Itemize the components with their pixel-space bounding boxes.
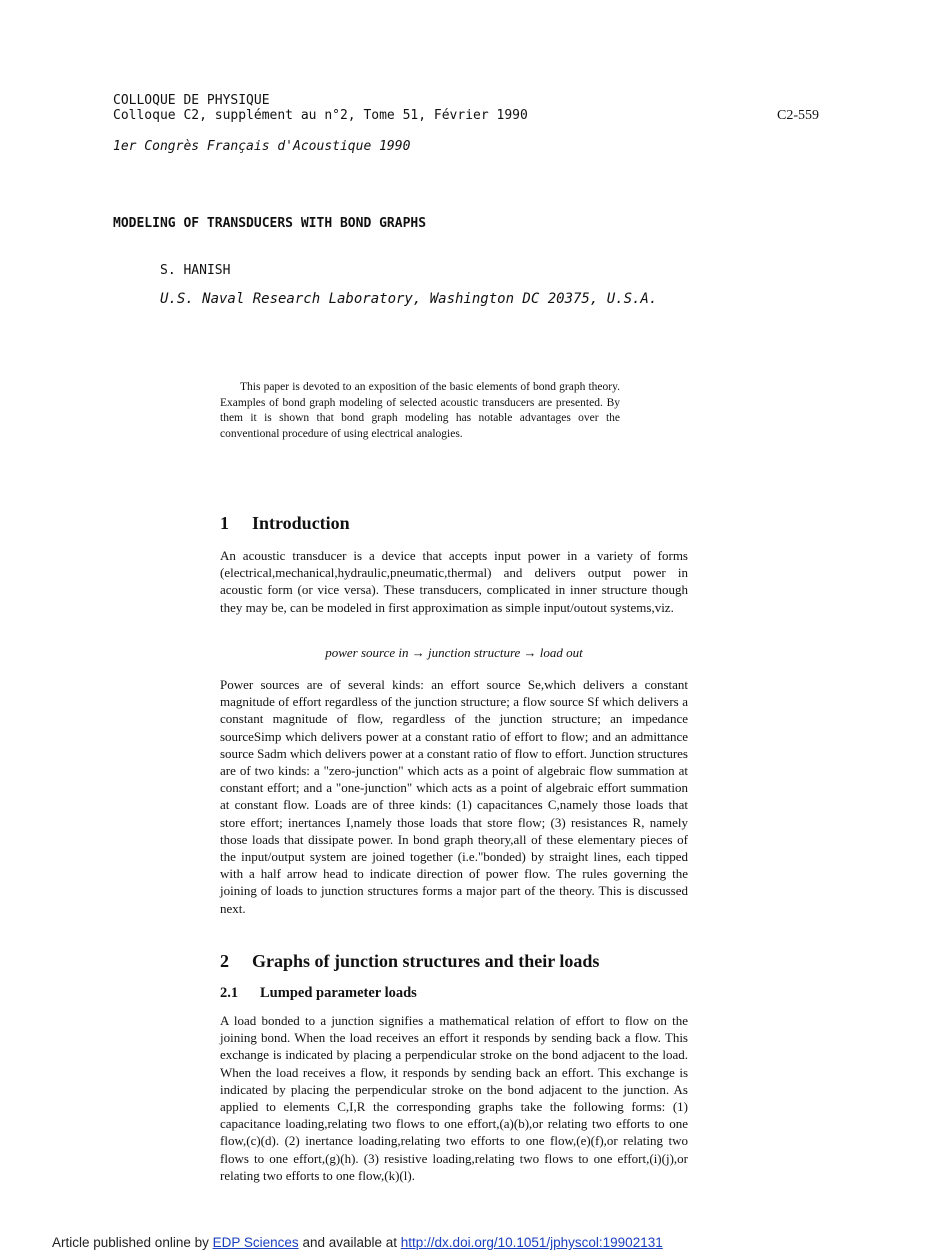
journal-name: COLLOQUE DE PHYSIQUE [113,93,270,108]
subsection-number: 2.1 [220,985,239,1001]
author-affiliation: U.S. Naval Research Laboratory, Washington DC 20375, U.S.A. [160,291,658,307]
subsection-2-1-heading [220,985,417,1002]
intro-paragraph-2: Power sources are of several kinds: an effort source Se,which delivers a constant magnitude of effort regardless of the junction structure; a flow source Sf which delivers a constant magnitude of flow, regardless of the junction structure; an impedance sourceSimp which delivers power at a constant ratio of effort to flow; and an admittance source Sadm which delivers power at a constant ratio of flow to effort. Junction structures are of two kinds: a "zero-junction" which acts as a point of algebraic flow summation at constant effort; and a "one-junction" which acts as a point of algebraic effort summation at constant flow. Loads are of three kinds: (1) capacitances C,namely those loads that store effort; inertances I,namely those loads that store flow; (3) resistances R, namely those loads that dissipate power. In bond graph theory,all of these elementary pieces of the input/output system are joined together (i.e."bonded) by straight lines, each tipped with a half arrow head to indicate direction of power flow. The rules governing the joining of loads to junction structures forms a major part of the theory. This is discussed next. [220,677,688,916]
section-1-heading [220,513,350,534]
subsection-title: Lumped parameter loads [260,985,417,1001]
journal-issue: Colloque C2, supplément au n°2, Tome 51, Février 1990 [113,108,528,123]
footer-middle: and available at [302,1235,398,1250]
page-number: C2-559 [777,108,819,123]
section-2-heading [220,951,599,972]
section-title: Introduction [252,513,350,533]
section-number: 2 [220,951,229,971]
footer-prefix: Article published online by [52,1235,209,1250]
section-number: 1 [220,513,229,533]
publisher-link[interactable]: EDP Sciences [212,1235,299,1250]
abstract: This paper is devoted to an exposition of the basic elements of bond graph theory. Examples of bond graph modeling of selected acoustic transducers are presented. By them it is shown that bond graph modeling has notable advantages over the conventional procedure of using electrical analogies. [220,381,620,440]
publication-footer [52,1235,663,1250]
section-title: Graphs of junction structures and their loads [252,951,600,971]
intro-paragraph-1: An acoustic transducer is a device that accepts input power in a variety of forms (electrical,mechanical,hydraulic,pneumatic,thermal) and delivers output power in acoustic form (or vice versa). These transducers, complicated in inner structure though they may be, can be modeled in first approximation as simple input/outout systems,viz. [220,548,688,615]
author-name: S. HANISH [160,263,231,278]
loads-paragraph: A load bonded to a junction signifies a mathematical relation of effort to flow on the joining bond. When the load receives an effort it responds by sending back a flow. This exchange is indicated by placing a perpendicular stroke on the bond adjacent to the load. When the load receives a flow, it responds by sending back an effort. This exchange is indicated by placing the perpendicular stroke on the bond adjacent to the junction. As applied to elements C,I,R the corresponding graphs take the following forms: (1) capacitance loading,relating two flows to one effort,(a)(b),or relating two efforts to one flow,(c)(d). (2) inertance loading,relating two efforts to one flow,(e)(f),or relating two flows to one effort,(g)(h). (3) resistive loading,relating two flows to one effort,(i)(j),or relating two efforts to one flow,(k)(l). [220,1013,688,1183]
congress-name: 1er Congrès Français d'Acoustique 1990 [113,139,411,154]
paper-title: MODELING OF TRANSDUCERS WITH BOND GRAPHS [113,216,427,231]
equation: power source in → junction structure → load out [325,645,583,660]
doi-link[interactable]: http://dx.doi.org/10.1051/jphyscol:19902131 [400,1235,663,1250]
